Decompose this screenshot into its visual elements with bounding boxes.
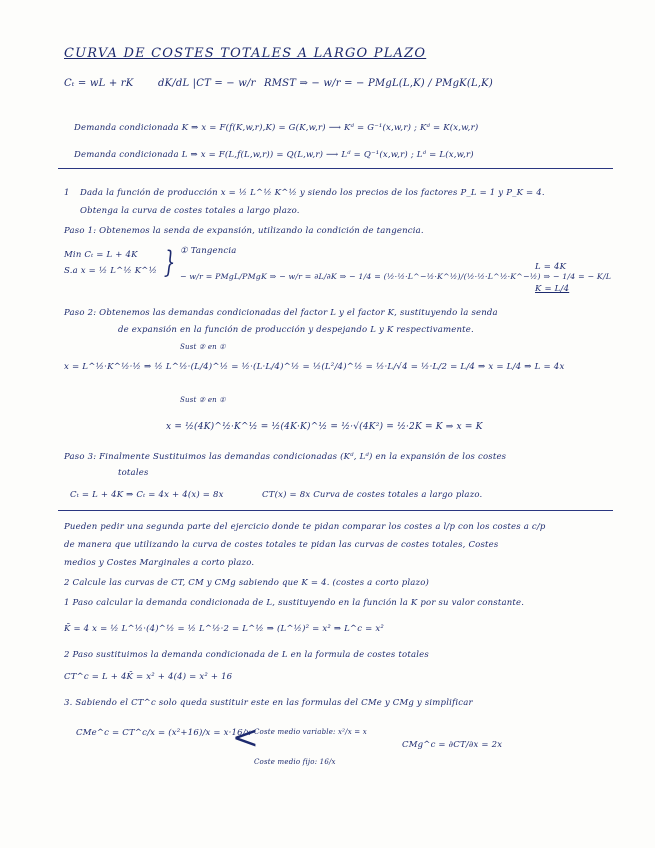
subject-to: S.a x = ½ L^½ K^½ [64, 266, 158, 276]
ct-substitution: Cₜ = L + 4K ⇒ Cₜ = 4x + 4(x) = 8x [70, 490, 224, 500]
step2-text-2: de expansión en la función de producción y despejando L y K respectivamente. [118, 325, 474, 335]
substitution-label-1: Sust ② en ① [180, 343, 226, 351]
part2-step3: 3. Sabiendo el CT^c solo queda sustituir este en las formulas del CMe y CMg y simplificar [64, 698, 473, 708]
exercise-number: 1 [64, 188, 70, 198]
step1-text: Paso 1: Obtenemos la senda de expansión, utilizando la condición de tangencia. [64, 226, 424, 236]
average-variable-cost: Coste medio variable: x²/x = x [254, 728, 367, 736]
short-run-demand-l: K̄ = 4 x = ½ L^½·(4)^½ = ½ L^½·2 = L^½ ⇒ (L^½)² = x² ⇒ L^c = x² [64, 624, 384, 634]
section-divider-1 [58, 168, 613, 169]
question-2: 2 Calcule las curvas de CT, CM y CMg sabiendo que K = 4. (costes a corto plazo) [64, 578, 430, 588]
expansion-path-k: K = L/4 [535, 284, 570, 294]
short-run-total-cost: CT^c = L + 4K̄ = x² + 4(4) = x² + 16 [64, 672, 233, 682]
exercise-statement-2: Obtenga la curva de costes totales a largo plazo. [80, 206, 300, 216]
step3-text-2: totales [118, 468, 149, 478]
part2-step2: 2 Paso sustituimos la demanda condicionada de L en la formula de costes totales [64, 650, 429, 660]
tangency-label: ① Tangencia [180, 246, 237, 256]
part2-intro-1: Pueden pedir una segunda parte del ejercicio donde te pidan comparar los costes a l/p con los costes a c/p [64, 522, 546, 532]
angle-bracket-icon: < [232, 718, 260, 756]
substitution-label-2: Sust ② en ① [180, 396, 226, 404]
long-run-cost-curve: CT(x) = 8x Curva de costes totales a largo plazo. [262, 490, 483, 500]
part2-step1: 1 Paso calcular la demanda condicionada de L, sustituyendo en la función la K por su valor constante. [64, 598, 525, 608]
tangency-chain: − w/r = PMgL/PMgK ⇒ − w/r = ∂L/∂K ⇒ − 1/4 = (½·½·L^−½·K^½)/(½·½·L^½·K^−½) ⇒ − 1/4 = − K/L [180, 272, 612, 281]
part2-intro-2: de manera que utilizando la curva de costes totales te pidan las curvas de costes totales, Costes [64, 540, 499, 550]
average-fixed-cost: Coste medio fijo: 16/x [254, 758, 336, 766]
average-cost-eq: CMe^c = CT^c/x = (x²+16)/x = x·16/x [76, 728, 251, 738]
substitution-eq-l: x = L^½·K^½·½ ⇒ ½ L^½·(L/4)^½ = ½·(L·L/4)^½ = ½(L²/4)^½ = ½·L/√4 = ½·L/2 = L/4 ⇒ x = L/4 ⇒ L = 4x [64, 362, 565, 372]
step3-text-1: Paso 3: Finalmente Sustituimos las demandas condicionadas (Kᵈ, Lᵈ) en la expansión de los costes [64, 452, 507, 462]
min-objective: Min Cₜ = L + 4K [64, 250, 138, 260]
rmst-condition: RMST ⇒ − w/r = − PMgL(L,K) / PMgK(L,K) [264, 78, 493, 89]
expansion-path-l: L = 4K [535, 262, 567, 272]
step2-text-1: Paso 2: Obtenemos las demandas condicionadas del factor L y el factor K, sustituyendo la senda [64, 308, 498, 318]
marginal-cost-eq: CMg^c = ∂CT/∂x = 2x [402, 740, 503, 750]
demand-k-line: Demanda condicionada K ⇒ x = F(f(K,w,r),K) = G(K,w,r) ⟶ Kᵈ = G⁻¹(x,w,r) ; Kᵈ = K(x,w,r) [74, 123, 479, 133]
section-divider-2 [58, 510, 613, 511]
ct-definition: Cₜ = wL + rK [64, 78, 134, 89]
substitution-eq-k: x = ½(4K)^½·K^½ = ½(4K·K)^½ = ½·√(4K²) = ½·2K = K ⇒ x = K [166, 422, 483, 432]
demand-l-line: Demanda condicionada L ⇒ x = F(L,f(L,w,r)) = Q(L,w,r) ⟶ Lᵈ = Q⁻¹(x,w,r) ; Lᵈ = L(x,w,r) [74, 150, 474, 160]
brace-icon: } [163, 245, 176, 280]
page-title: CURVA DE COSTES TOTALES A LARGO PLAZO [64, 46, 427, 61]
exercise-statement-1: Dada la función de producción x = ½ L^½ K^½ y siendo los precios de los factores P_L = 1 y P_K = 4. [80, 188, 545, 198]
isocost-slope: dK/dL |CT = − w/r [158, 78, 256, 89]
part2-intro-3: medios y Costes Marginales a corto plazo. [64, 558, 255, 568]
